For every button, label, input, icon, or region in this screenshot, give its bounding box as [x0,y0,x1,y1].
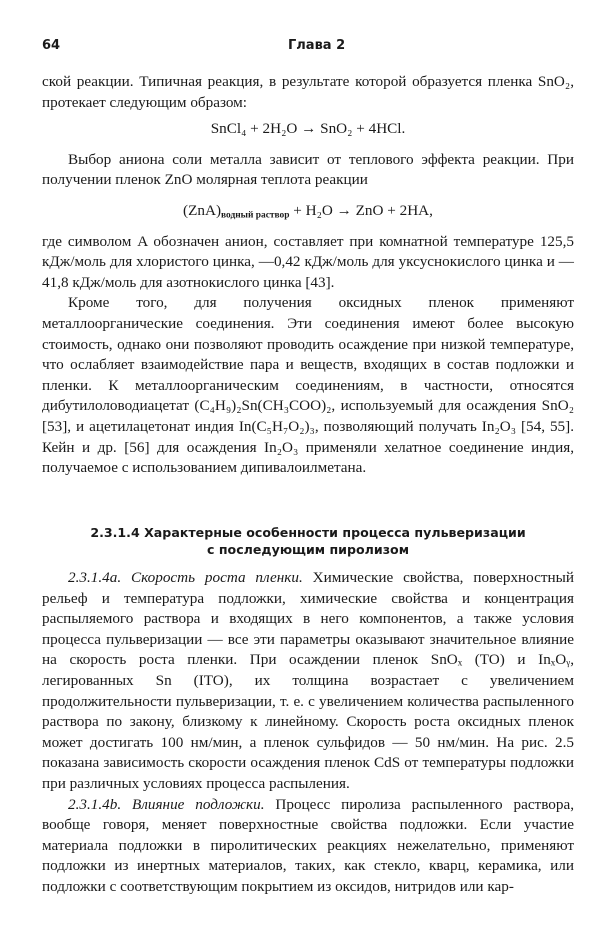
paragraph-anion-choice: Выбор аниона соли металла зависит от теплового эффекта реакции. При получении пленок ZnO молярная теплота реакции [42,150,574,189]
subsection-title-growth-rate: 2.3.1.4a. Скорость роста пленки. [68,569,303,586]
paragraph-continuation: ской реакции. Типичная реакция, в результате которой образуется пленка SnO₂, протекает следующим образом: [42,73,574,111]
paragraph-growth-rate [42,568,574,795]
text-block-top [42,72,574,479]
section-heading-line2: с последующим пиролизом [207,542,409,557]
equation-reactant: (ZnA) [183,201,222,219]
equation-sncl4: SnCl₄ + 2H₂O → SnO₂ + 4HCl. [210,120,406,138]
equation-products: + H₂O → ZnO + 2HA, [289,201,433,219]
section-heading-line1: 2.3.1.4 Характерные особенности процесса пульверизации [90,525,526,540]
subsection-title-substrate: 2.3.1.4b. Влияние подложки. [68,795,265,813]
substrate-text: Процесс пиролиза распыленного раствора, вообще говоря, меняет поверхностные свойства подложки. Если участие материала подложки в пиролитических реакциях нежелательно, применяют подложки из инертных материалов, таких, как стекло, кварц, керамика, или подложки с соответствующим покрытием из оксидов, нитридов или кар- [42,795,574,895]
page-number: 64 [42,38,61,53]
running-head [40,36,576,56]
chapter-title: Глава 2 [288,38,346,53]
growth-rate-text: Химические свойства, поверхностный рельеф и температура подложки, химические свойства и концентрация распыляемого раствора и входящих в него компонентов, а также условия процесса пульверизации — все эти параметры оказывают значительное влияние на скорость роста пленки. При осаждении пленок SnOₓ (TO) и InₓOᵧ, легированных Sn (ITO), их толщина возрастает с увеличением продолжительности пульверизации, т. е. с увеличением количества распыленного раствора по закону, близкому к линейному. Скорость роста оксидных пленок может достигать 100 нм/мин, а пленок сульфидов — 50 нм/мин. На рис. 2.5 показана зависимость скорости осаждения пленок CdS от температуры подложки при различных условиях процесса распыления. [42,569,574,792]
paragraph-organometallic: Кроме того, для получения оксидных пленок применяют металлоорганические соединения. Эти соединения имеют более высокую стоимость, однако они позволяют проводить осаждение при низкой температуре, что ослабляет взаимодействие пара и веществ, входящих в состав подложки и пленки. К металлоорганическим соединениям, в частности, относятся дибутилоловодиацетат (C₄H₉)₂Sn(CH₃COO)₂, используемый для осаждения SnO₂ [53], и ацетилацетонат индия In(C₅H₇O₂)₃, позволяющий получать In₂O₃ [54, 55]. Кейн и др. [56] для осаждения In₂O₃ применяли хелатное соединение индия, получаемое с использованием дипивалоилметана. [42,294,574,477]
paragraph-heat-values: где символом A обозначен анион, составляет при комнатной температуре 125,5 кДж/моль для хлористого цинка, —0,42 кДж/моль для уксуснокислого цинка и —41,8 кДж/моль для азотнокислого цинка [43]. [42,232,574,291]
equation-zna [42,201,574,222]
paragraph-substrate [42,795,574,898]
text-block-bottom [42,568,574,898]
section-heading [42,524,574,558]
equation-condition: водный раствор [221,210,290,221]
